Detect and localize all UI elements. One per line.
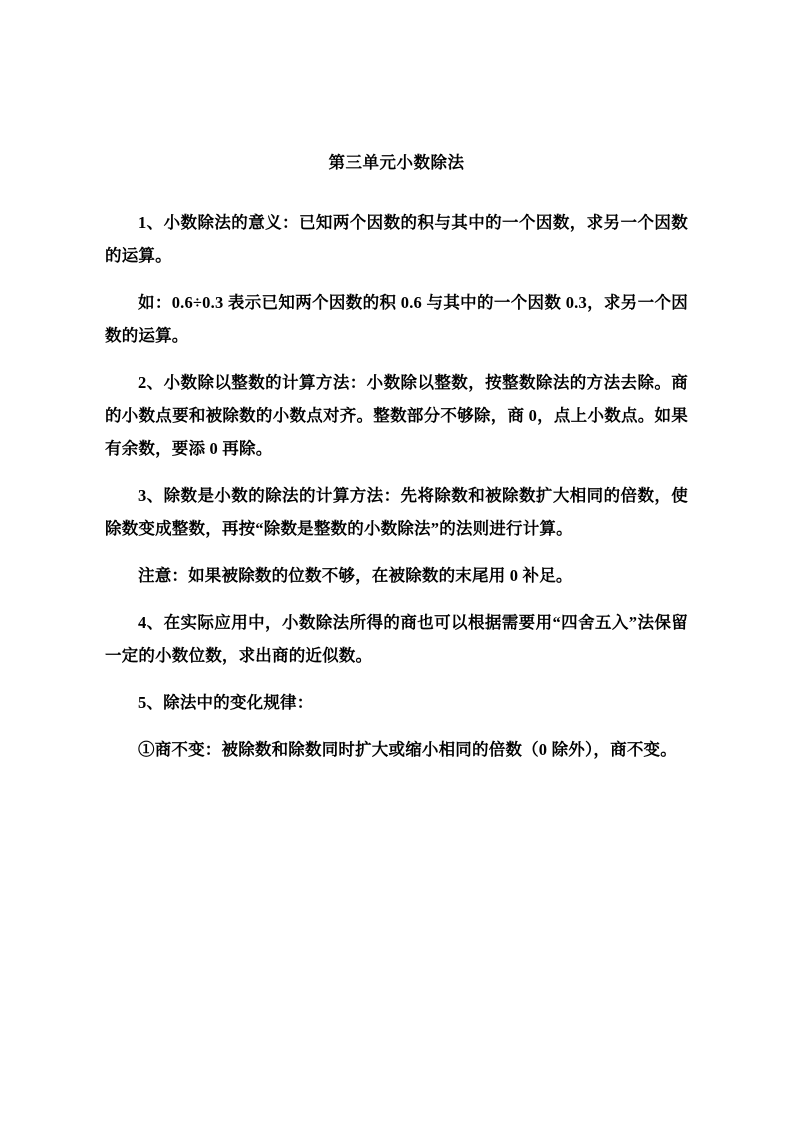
paragraph-6: 4、在实际应用中，小数除法所得的商也可以根据需要用“四舍五入”法保留一定的小数位数，求出商的近似数。 <box>105 613 688 666</box>
paragraph-3: 2、小数除以整数的计算方法：小数除以整数，按整数除法的方法去除。商的小数点要和被除数的小数点对齐。整数部分不够除，商 0，点上小数点。如果有余数，要添 0 再除。 <box>105 373 688 459</box>
paragraph-2: 如：0.6÷0.3 表示已知两个因数的积 0.6 与其中的一个因数 0.3，求另一个因数的运算。 <box>105 293 688 346</box>
paragraph-1: 1、小数除法的意义：已知两个因数的积与其中的一个因数，求另一个因数的运算。 <box>105 213 688 266</box>
paragraph-8: ①商不变：被除数和除数同时扩大或缩小相同的倍数（0 除外），商不变。 <box>138 740 677 760</box>
paragraph-4: 3、除数是小数的除法的计算方法：先将除数和被除数扩大相同的倍数，使除数变成整数，再按“除数是整数的小数除法”的法则进行计算。 <box>105 486 688 539</box>
paragraph-7: 5、除法中的变化规律： <box>138 693 314 713</box>
paragraph-5: 注意：如果被除数的位数不够，在被除数的末尾用 0 补足。 <box>138 566 573 586</box>
page-title: 第三单元小数除法 <box>328 153 465 172</box>
